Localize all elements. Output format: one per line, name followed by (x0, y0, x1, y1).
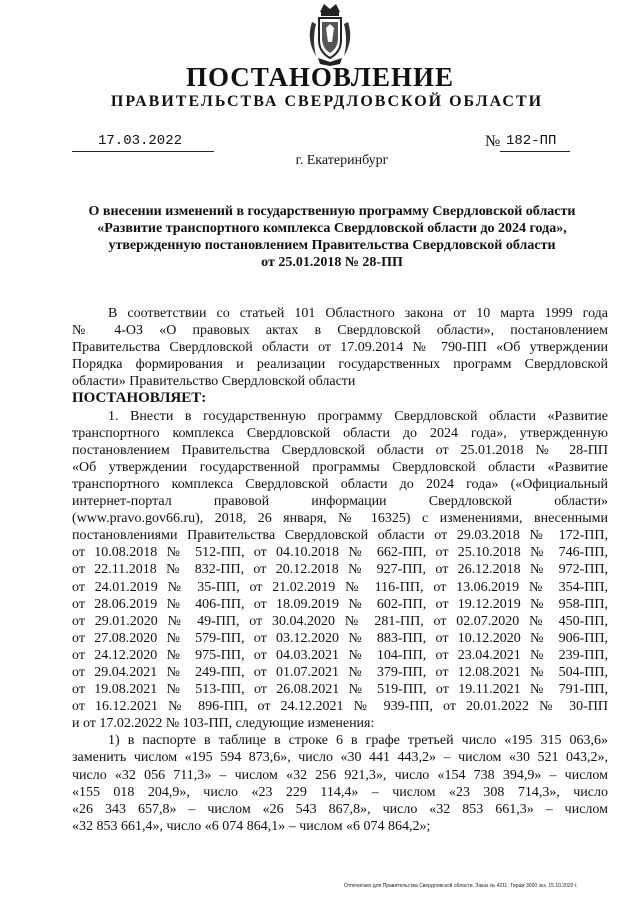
body-line: интернет-портал правовой информации Свердловской области» (72, 494, 608, 510)
body-line: от 29.04.2021 № 249-ПП, от 01.07.2021 № 379-ПП, от 12.08.2021 № 504-ПП, (72, 664, 608, 680)
coat-of-arms-emblem (302, 2, 358, 66)
number-underline (500, 151, 570, 152)
resolution-keyword: ПОСТАНОВЛЯЕТ: (72, 390, 207, 407)
number-sign: № (485, 133, 501, 150)
print-footer: Отпечатано для Правительства Свердловской области. Заказ № 4211. Тираж 3000 экз. 15.10.2020 г. (344, 883, 578, 889)
body-line: число «32 056 711,3» – числом «32 256 921,3», число «154 738 394,9» – числом (72, 767, 608, 783)
heading-line: от 25.01.2018 № 28-ПП (261, 255, 403, 270)
body-line: от 10.08.2018 № 512-ПП, от 04.10.2018 № 662-ПП, от 25.10.2018 № 746-ПП, (72, 545, 608, 561)
body-line: «32 853 661,4», число «6 074 864,1» – числом «6 074 864,2»; (72, 818, 431, 834)
document-type-title: ПОСТАНОВЛЕНИЕ (185, 62, 455, 92)
document-heading (62, 203, 602, 271)
body-line: № 4-ОЗ «О правовых актах в Свердловской области», постановлением (72, 323, 608, 339)
body-line: области» Правительство Свердловской области (72, 374, 356, 390)
issuing-authority: ПРАВИТЕЛЬСТВА СВЕРДЛОВСКОЙ ОБЛАСТИ (110, 93, 544, 110)
body-line: от 24.12.2020 № 975-ПП, от 04.03.2021 № 104-ПП, от 23.04.2021 № 239-ПП, (72, 647, 608, 663)
body-line: от 22.11.2018 № 832-ПП, от 20.12.2018 № 927-ПП, от 26.12.2018 № 972-ПП, (72, 562, 608, 578)
body-line: Порядка формирования и реализации государственных программ Свердловской (72, 357, 608, 373)
document-number: 182-ПП (506, 133, 557, 149)
body-line: от 27.08.2020 № 579-ПП, от 03.12.2020 № 883-ПП, от 10.12.2020 № 906-ПП, (72, 630, 608, 646)
document-date: 17.03.2022 (98, 133, 183, 149)
body-line: Правительства Свердловской области от 17.09.2014 № 790-ПП «Об утверждении (72, 340, 608, 356)
body-line: постановлением Правительства Свердловской области от 25.01.2018 № 28-ПП (72, 442, 608, 458)
body-line: заменить числом «195 594 873,6», число «30 441 443,2» – числом «30 521 043,2», (72, 750, 608, 766)
city-line: г. Екатеринбург (295, 153, 389, 168)
heading-line: «Развитие транспортного комплекса Свердловской области до 2024 года», (97, 221, 567, 236)
body-line: 1. Внести в государственную программу Свердловской области «Развитие (108, 408, 608, 424)
body-line: «Об утверждении государственной программы Свердловской области «Развитие (72, 459, 608, 475)
heading-line: О внесении изменений в государственную программу Свердловской области (88, 204, 576, 219)
body-line: транспортного комплекса Свердловской области до 2024 года», утвержденную (72, 425, 608, 441)
date-underline (72, 151, 214, 152)
body-line: В соответствии со статьей 101 Областного закона от 10 марта 1999 года (108, 306, 608, 321)
body-line: от 24.01.2019 № 35-ПП, от 21.02.2019 № 116-ПП, от 13.06.2019 № 354-ПП, (72, 579, 608, 595)
body-line: от 19.08.2021 № 513-ПП, от 26.08.2021 № 519-ПП, от 19.11.2021 № 791-ПП, (72, 682, 608, 698)
body-line: и от 17.02.2022 № 103-ПП, следующие изменения: (72, 716, 375, 732)
body-line: «26 343 657,8» – числом «26 543 867,8», число «32 853 661,3» – числом (72, 801, 608, 817)
body-line: транспортного комплекса Свердловской области до 2024 года» («Официальный (72, 476, 608, 492)
body-line: (www.pravo.gov66.ru), 2018, 26 января, № 16325) с изменениями, внесенными (72, 511, 608, 527)
body-line: от 16.12.2021 № 896-ПП, от 24.12.2021 № 939-ПП, от 20.01.2022 № 30-ПП (72, 699, 608, 715)
body-line: «155 018 204,9», число «23 229 114,4» – числом «23 308 714,3», число (72, 784, 608, 800)
heading-line: утвержденную постановлением Правительства Свердловской области (108, 238, 556, 253)
body-line: постановлениями Правительства Свердловской области от 29.03.2018 № 172-ПП, (72, 528, 608, 544)
body-line: от 28.06.2019 № 406-ПП, от 18.09.2019 № 602-ПП, от 19.12.2019 № 958-ПП, (72, 596, 608, 612)
body-line: от 29.01.2020 № 49-ПП, от 30.04.2020 № 281-ПП, от 02.07.2020 № 450-ПП, (72, 613, 608, 629)
document-body (72, 305, 608, 835)
body-line: 1) в паспорте в таблице в строке 6 в графе третьей число «195 315 063,6» (108, 733, 608, 749)
